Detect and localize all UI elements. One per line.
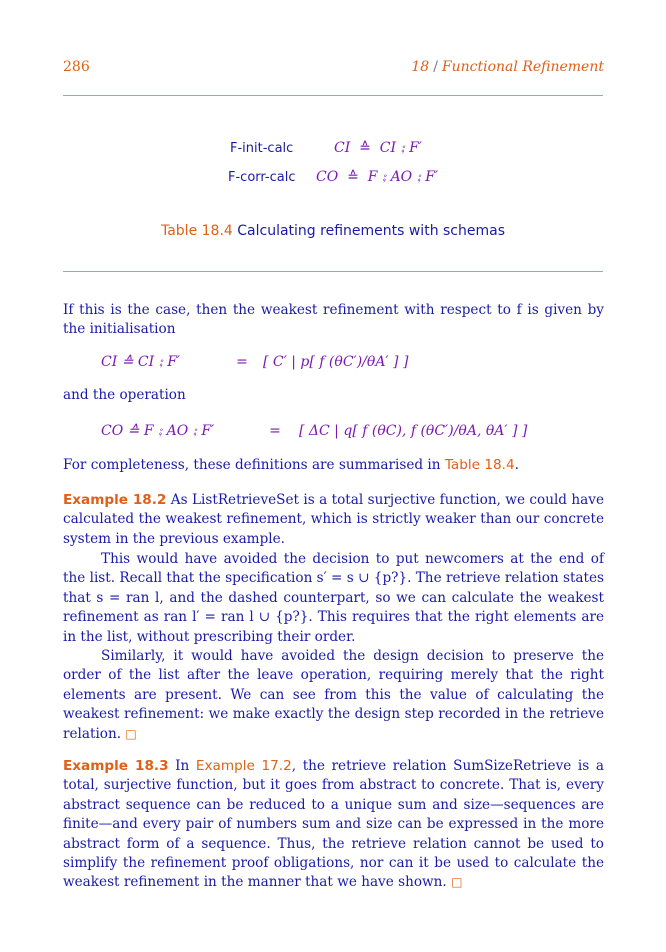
- equation-rhs: [ C′ | p[ f (θC′)/θA′ ] ]: [263, 354, 409, 370]
- paragraph: This would have avoided the decision to put newcomers at the end of the list. Recall that the specification s′ = s ∪ {p?}. The retrieve relation states that s = ran l, and the dashed counterpart, so we can calculate the weakest refinement as ran l′ = ran l ∪ {p?}. This requires that the right elements are in the list, without prescribing their order.: [63, 551, 604, 645]
- example-text: , the retrieve relation SumSizeRetrieve is a total, surjective function, but it goes from abstract to concrete. That is, every abstract sequence can be reduced to a unique sum and size—sequences are finite—and every pair of numbers sum and size can be expressed in the more abstract form of a sequence. Thus, the retrieve relation cannot be used to simplify the refinement proof obligations, nor can it be used to calculate the weakest refinement in the manner that we have shown.: [63, 758, 604, 891]
- header-rule: [63, 95, 603, 96]
- schema-rhs: CI ⨟ F′: [379, 140, 423, 156]
- paragraph: and the operation: [63, 387, 186, 403]
- schema-name: F-init-calc: [230, 141, 294, 156]
- table-row: [230, 140, 422, 156]
- table-row: [228, 169, 438, 185]
- equals-sign: =: [236, 354, 248, 370]
- caption-number: Table 18.4: [160, 223, 233, 239]
- example-reference-link[interactable]: Example 17.2: [195, 758, 292, 774]
- qed-icon: □: [125, 726, 137, 741]
- schema-rhs: F ⨟ AO ⨟ F′: [367, 169, 439, 185]
- caption-text: Calculating refinements with schemas: [237, 223, 506, 239]
- schema-lhs: CO: [316, 169, 339, 185]
- table-caption: [0, 223, 666, 239]
- paragraph: If this is the case, then the weakest refinement with respect to f is given by the initialisation: [63, 302, 604, 338]
- schema-name: F-corr-calc: [228, 170, 296, 185]
- example-text: As ListRetrieveSet is a total surjective function, we could have calculated the weakest refinement, which is strictly weaker than our concrete system in the previous example.: [63, 492, 604, 547]
- example-18-3: [63, 757, 604, 893]
- chapter-number: 18: [411, 59, 430, 75]
- equation-op: [101, 423, 527, 439]
- chapter-title: Functional Refinement: [441, 59, 604, 75]
- equation-lhs: CO ≙ F ⨟ AO ⨟ F′: [101, 423, 215, 439]
- paragraph-text: For completeness, these definitions are summarised in: [63, 457, 441, 473]
- running-header: [411, 59, 604, 75]
- paragraph-text: Similarly, it would have avoided the design decision to preserve the order of the list after the leave operation, requiring merely that the right elements are present. We can see from this the value of calculating the weakest refinement: we make exactly the design step recorded in the retrieve relation.: [63, 648, 604, 742]
- paragraph-end: .: [514, 457, 519, 473]
- table-rule: [63, 271, 603, 272]
- paragraph: [63, 456, 604, 475]
- def-symbol: ≙: [359, 140, 371, 156]
- header-separator: /: [433, 59, 438, 75]
- schema-lhs: CI: [334, 140, 351, 156]
- equation-rhs: [ ΔC | q[ f (θC), f (θC′)/θA, θA′ ] ]: [299, 423, 528, 439]
- example-label: Example 18.3: [63, 758, 169, 774]
- page-number: 286: [63, 59, 90, 75]
- equation-init: [101, 354, 408, 370]
- equals-sign: =: [269, 423, 281, 439]
- example-18-2: [63, 491, 604, 549]
- def-symbol: ≙: [347, 169, 359, 185]
- paragraph: [63, 647, 604, 744]
- example-intro: In: [175, 758, 190, 774]
- table-reference-link[interactable]: Table 18.4: [444, 457, 515, 473]
- equation-lhs: CI ≙ CI ⨟ F′: [101, 354, 181, 370]
- example-label: Example 18.2: [63, 492, 167, 508]
- qed-icon: □: [451, 875, 463, 890]
